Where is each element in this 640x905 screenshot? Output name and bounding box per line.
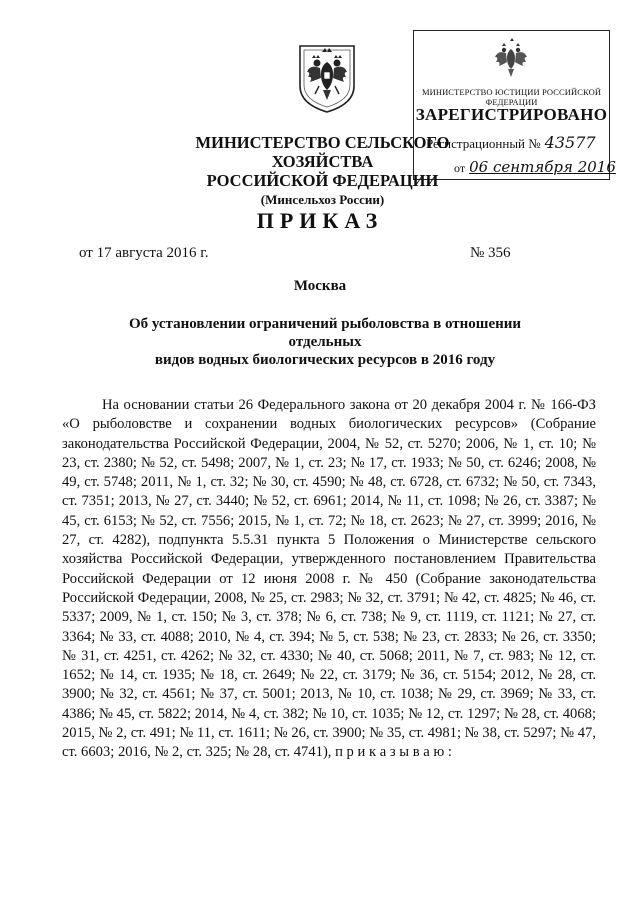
- subject-line1: Об установлении ограничений рыболовства в отношении отдельных: [128, 316, 522, 350]
- order-number: № 356: [470, 245, 511, 261]
- stamp-date-label: от: [454, 161, 466, 175]
- stamp-registered-label: ЗАРЕГИСТРИРОВАНО: [415, 105, 608, 124]
- document-title: ПРИКАЗ: [256, 208, 384, 233]
- city-name: Москва: [293, 278, 347, 294]
- stamp-reg-number: 43577: [544, 133, 596, 152]
- subject-line2: видов водных биологических ресурсов в 2016 году: [154, 352, 496, 368]
- order-date: от 17 августа 2016 г.: [79, 245, 209, 261]
- document-body-paragraph: На основании статьи 26 Федерального закона от 20 декабря 2004 г. № 166-ФЗ «О рыболовстве и сохранении водных биологических ресурсов» (Собрание законодательства Российской Федерации, 2004, № 52, ст. 5270; 2006, № 1, ст. 10; № 23, ст. 2380; № 52, ст. 5498; 2007, № 1, ст. 23; № 17, ст. 1933; № 50, ст. 6246; 2008, № 49, ст. 5748; 2011, № 1, ст. 32; № 30, ст. 4590; № 48, ст. 6728, ст. 6732; № 50, ст. 7343, ст. 7351; 2013, № 27, ст. 3440; № 52, ст. 6961; 2014, № 11, ст. 1098; № 26, ст. 3387; № 45, ст. 6153; № 52, ст. 7556; 2015, № 1, ст. 72; № 18, ст. 2623; № 27, ст. 3999; 2016, № 27, ст. 4282), подпункта 5.5.31 пункта 5 Положения о Министерстве сельского хозяйства Российской Федерации, утвержденного постановлением Правительства Российской Федерации от 12 июня 2008 г. № 450 (Собрание законодательства Российской Федерации, 2008, № 25, ст. 2983; № 32, ст. 3791; № 42, ст. 4825; № 46, ст. 5337; 2009, № 1, ст. 150; № 3, ст. 378; № 6, ст. 738; № 9, ст. 1119, ст. 1121; № 27, ст. 3364; № 33, ст. 4088; 2010, № 4, ст. 394; № 5, ст. 538; № 23, ст. 2833; № 26, ст. 3350; № 31, ст. 4251, ст. 4262; № 32, ст. 4330; № 40, ст. 5068; 2011, № 7, ст. 983; № 12, ст. 1652; № 14, ст. 1935; № 18, ст. 2649; № 22, ст. 3179; № 36, ст. 5154; 2012, № 28, ст. 3900; № 32, ст. 4561; № 37, ст. 5001; 2013, № 10, ст. 1038; № 29, ст. 3969; № 33, ст. 4386; № 45, ст. 5822; 2014, № 4, ст. 382; № 10, ст. 1035; № 12, ст. 1297; № 28, ст. 4068; 2015, № 2, ст. 491; № 11, ст. 1611; № 26, ст. 3900; № 35, ст. 4981; № 38, ст. 5297; № 47, ст. 6603; 2016, № 2, ст. 325; № 28, ст. 4741), п р и к а з ы в а ю :: [62, 397, 596, 761]
- ministry-name-line1: МИНИСТЕРСТВО СЕЛЬСКОГО ХОЗЯЙСТВА: [195, 133, 450, 171]
- document-subject: [100, 315, 550, 369]
- stamp-reg-label: Регистрационный №: [426, 136, 541, 151]
- double-headed-eagle-icon: [292, 40, 362, 114]
- stamp-date-value: 06 сентября 2016: [469, 158, 616, 176]
- ministry-name-line2: РОССИЙСКОЙ ФЕДЕРАЦИИ: [206, 171, 439, 190]
- ministry-header: [150, 133, 495, 209]
- stamp-eagle-icon: [490, 37, 532, 81]
- ministry-short-name: (Минсельхоз России): [260, 192, 385, 207]
- stamp-ministry-name: МИНИСТЕРСТВО ЮСТИЦИИ РОССИЙСКОЙ ФЕДЕРАЦИИ: [421, 87, 602, 107]
- coat-of-arms-emblem: [292, 40, 362, 114]
